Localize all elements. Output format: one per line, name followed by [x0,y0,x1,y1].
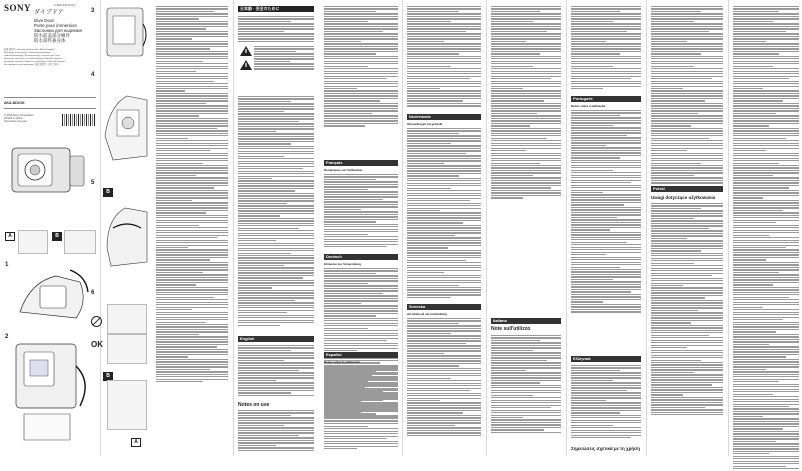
product-name-ja: ダイブドア [34,10,64,16]
en-fr-de-column [320,0,402,456]
pt-body-text [571,110,641,314]
intro-text [156,6,228,384]
section-title-nl: Opmerkingen bij gebruik [407,122,443,126]
intro-text-column [152,0,232,456]
section-title-pl: Uwagi dotyczące użytkowania [651,195,716,200]
language-line: Használati útmutató / Návod na používanie / Kullanım kılavuzu / [4,61,66,63]
section-heading-de: Deutsch [324,254,398,260]
figure-badge-a-step6: A [131,438,141,447]
barcode [62,114,96,126]
step-2-illustration [10,336,96,446]
step-1-illustration [10,262,96,328]
product-name-ru: Заслонка для ныряния [34,28,82,33]
divider-line [4,97,96,98]
it-cont-text [571,6,641,90]
figure-badge-a: A [5,232,15,241]
section-title-pt: Notas sobre a utilização [571,104,606,108]
step-1-number: 1 [5,262,9,268]
pl-cont-text [733,6,799,471]
section-title-el: Σημειώσεις σχετικά με τη χρήση [571,446,640,451]
figures-column [91,0,150,456]
ja-body-text [238,16,314,43]
figure-badge-b-step6: B [103,372,113,381]
section-heading-pl: Polski [651,186,723,192]
prohibited-icon [91,316,102,327]
step-5-illustration [103,198,149,274]
section-title-it: Note sull'utilizzo [491,326,531,332]
section-title-de: Hinweise zur Verwendung [324,262,362,266]
step-6-wrong-figure [107,304,147,334]
nl-body-text [407,128,481,299]
section-heading-pt: Português [571,96,641,102]
en-body-text-2 [238,410,314,452]
language-line: 取扱説明書 / Operating Instructions / Mode d'emploi / [4,49,56,51]
step-4-illustration [103,76,149,168]
step-2-number: 2 [5,334,9,340]
el-body-text [571,365,641,440]
language-line: Manual de instrucciones / Bedienungsanleitung / [4,52,52,54]
camera-illustration [6,138,94,210]
section-title-sv: Att tänka på vid användning [407,312,448,316]
caution-icon [240,60,252,70]
ok-label: OK [91,340,103,349]
step-3-illustration [103,4,149,66]
it-column [487,0,565,456]
language-line: Инструкция по эксплуатации / 使用説明書 / 사용 설명서 [4,64,59,66]
step-6-number: 6 [91,290,95,296]
language-line: Gebruiksaanwijzing / Bruksanvisning / Istruzioni per l'uso / [4,55,61,57]
pt-el-column [567,0,645,456]
en-cont-text [324,6,398,128]
part-number: 4-580-430-01(1) [54,3,76,7]
step-6-detail-figure [107,380,147,430]
section-heading-es: Español [324,352,398,358]
sv-body-text [407,318,481,437]
fr-body-text [324,174,398,249]
section-heading-en: English [238,336,314,342]
section-title-en: Notes on use [238,402,270,408]
sv-cont-text [491,6,561,200]
section-title-es: Notas sobre la utilización [324,360,361,364]
divider-line [4,108,96,109]
it-body-text [491,335,561,434]
step-6-correct-figure [107,334,147,364]
figure-a [18,230,48,254]
pl-body-text [651,203,723,417]
pl-column [647,0,727,456]
pt-cont-text [651,6,723,185]
cover-column [0,0,100,456]
product-name-fr: Porte pour immersion [34,23,78,28]
step-3-number: 3 [91,8,95,14]
es-cont-text [407,6,481,108]
product-name-en: Dive Door [34,18,55,23]
model-number: AKA-DDX1K [4,101,25,105]
figure-b [64,230,96,254]
es-body-text [324,366,398,450]
section-heading-fr: Français [324,160,398,166]
brand-logo: SONY [4,3,32,13]
section-heading-ja: 日本語 · 安全のために [238,6,314,12]
figure-badge-b: B [52,232,62,241]
ja-en-column [234,0,318,456]
en-body-text [238,345,314,397]
section-heading-el: Ελληνικά [571,356,641,362]
ja-body-text-2 [254,46,314,71]
product-name-zh-tw: 防水前盖部分繪件 [34,33,70,38]
step-4-number: 4 [91,72,95,78]
ja-body-text-3 [238,96,314,327]
section-heading-sv: Svenska [407,304,481,310]
copyright: © 2015 Sony Corporation Printed in China http://www.sony.net/ [4,114,34,124]
step-5-number: 5 [91,180,95,186]
warning-icon [240,46,252,56]
last-column [729,0,802,456]
figure-badge-b-step5: B [103,188,113,197]
product-name-zh-cn: 防水部件兼壳体 [34,38,66,43]
section-heading-nl: Nederlands [407,114,481,120]
language-line: Manual de instruções / Instrukcja obsługi / Návod k obsluze / [4,58,63,60]
section-heading-it: Italiano [491,318,561,324]
section-title-fr: Remarques sur l'utilisation [324,168,363,172]
nl-sv-column [403,0,485,456]
